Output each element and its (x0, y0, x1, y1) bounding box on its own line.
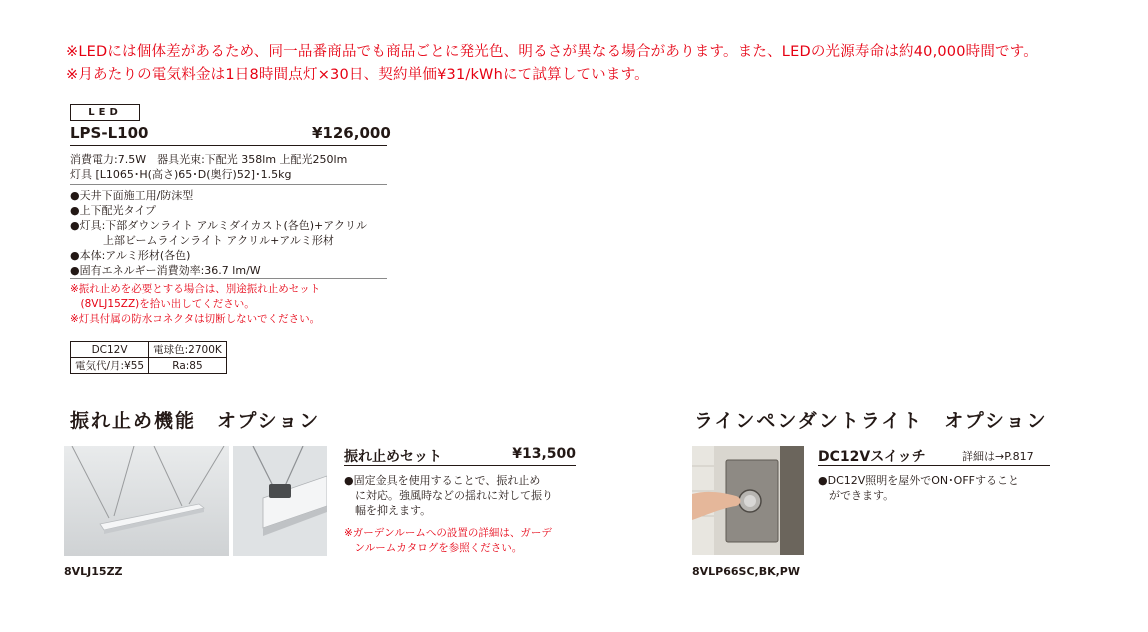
sway-set-note: ※ガーデンルームへの設置の詳細は、ガーデ (344, 527, 552, 539)
feature-item: ●灯具:下部ダウンライト アルミダイカスト(各色)+アクリル (70, 219, 367, 232)
sway-set-name: 振れ止めセット (344, 449, 442, 465)
notice-electricity-cost: ※月あたりの電気料金は1日8時間点灯×30日、契約単価¥31/kWhにて試算しています。 (66, 67, 649, 83)
switch-detail-ref: 詳細は→P.817 (962, 450, 1034, 463)
spec-dimensions: 灯具 [L1065･H(高さ)65･D(奥行)52]･1.5kg (70, 168, 292, 181)
note-sway-set: (8VLJ15ZZ)を拾い出してください。 (70, 298, 255, 310)
switch-photo (692, 446, 804, 555)
note-sway-set: ※振れ止めを必要とする場合は、別途振れ止めセット (70, 283, 321, 295)
sway-set-desc: 幅を抑えます。 (344, 504, 432, 517)
feature-item: ●本体:アルミ形材(各色) (70, 249, 191, 262)
switch-name: DC12Vスイッチ (818, 449, 926, 465)
switch-desc: ができます。 (818, 489, 895, 502)
note-connector: ※灯具付属の防水コネクタは切断しないでください。 (70, 313, 321, 325)
sway-set-desc: ●固定金具を使用することで、振れ止め (344, 474, 541, 487)
sway-set-desc: に対応。強風時などの揺れに対して振り (344, 489, 553, 502)
switch-caption: 8VLP66SC,BK,PW (692, 565, 801, 578)
spec-table (70, 341, 227, 374)
divider (70, 145, 387, 146)
feature-item: 上部ビームラインライト アクリル+アルミ形材 (70, 234, 334, 247)
divider (818, 465, 1050, 466)
spec-power: 消費電力:7.5W 器具光束:下配光 358lm 上配光250lm (70, 153, 348, 166)
product-model: LPS-L100 (70, 124, 149, 142)
feature-item: ●固有エネルギー消費効率:36.7 lm/W (70, 264, 261, 277)
switch-desc: ●DC12V照明を屋外でON･OFFすること (818, 474, 1019, 487)
voltage-cell: DC12V (71, 342, 149, 358)
divider (344, 465, 576, 466)
section-title-pendant: ラインペンダントライト オプション (694, 410, 1048, 432)
divider (70, 278, 387, 279)
sway-set-note: ンルームカタログを参照ください。 (344, 542, 523, 554)
feature-item: ●天井下面施工用/防沫型 (70, 189, 194, 202)
sway-set-photo-wide (64, 446, 229, 556)
monthly-cost-cell: 電気代/月:¥55 (71, 358, 149, 374)
feature-item: ●上下配光タイプ (70, 204, 157, 217)
color-temp-cell: 電球色:2700K (149, 342, 227, 358)
sway-set-caption: 8VLJ15ZZ (64, 565, 123, 578)
divider (70, 184, 387, 185)
sway-set-price: ¥13,500 (512, 446, 576, 462)
ra-cell: Ra:85 (149, 358, 227, 374)
section-title-sway: 振れ止め機能 オプション (70, 410, 321, 432)
led-badge: LED (70, 104, 140, 121)
product-price: ¥126,000 (312, 124, 391, 142)
notice-led-variance: ※LEDには個体差があるため、同一品番商品でも商品ごとに発光色、明るさが異なる場合があります。また、LEDの光源寿命は約40,000時間です。 (66, 44, 1038, 60)
sway-set-photo-closeup (233, 446, 327, 556)
